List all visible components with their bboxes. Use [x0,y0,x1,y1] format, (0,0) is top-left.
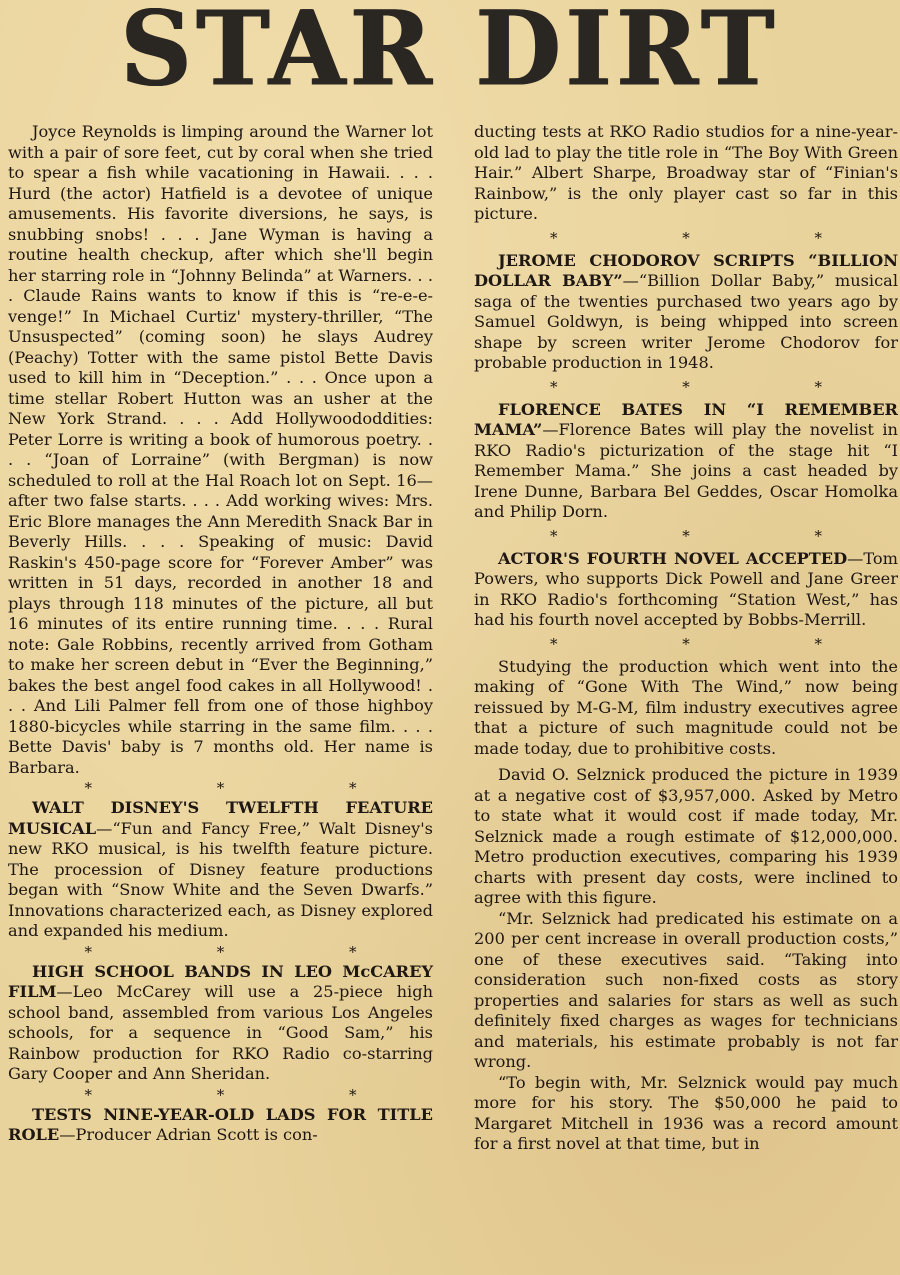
article-headline: TESTS NINE-YEAR-OLD LADS FOR TITLE ROLE [8,1104,433,1144]
article-headline: JEROME CHODOROV SCRIPTS “BILLION DOLLAR BABY” [474,250,898,290]
section-divider: * * * [549,634,883,653]
article-body: —Florence Bates will play the novelist in RKO Radio's picturization of the stage hit “I Remember Mama.” She joins a cast headed by Irene Dunne, Barbara Bel Geddes, Oscar Homolka and Philip Dorn. [474,420,898,521]
section-divider: * * * [84,779,417,797]
section-divider: * * * [549,526,883,545]
article-high-school-bands [8,962,433,1085]
article-body: —“Billion Dollar Baby,” musical saga of the twenties purchased two years ago by Samuel Goldwyn, is being whipped into screen shape by screen writer Jerome Chodorov for probable production in 1948. [474,271,898,372]
article-tests-lads [8,1105,433,1146]
article-headline: HIGH SCHOOL BANDS IN LEO McCAREY FILM [8,961,433,1001]
gwtw-paragraph-2: David O. Selznick produced the picture in 1939 at a negative cost of $3,957,000. Asked by Metro to state what it would cost if made today, Mr. Selznick made a rough estimate of $12,000,000. Metro production executives, comparing his 1939 charts with present day costs, were inclined to agree with this figure. [474,765,898,907]
gwtw-paragraph-1: Studying the production which went into the making of “Gone With The Wind,” now being reissued by M-G-M, film industry executives agree that a picture of such magnitude could not be made today, due to prohibitive costs. [474,656,898,758]
page-title: STAR DIRT [120,0,780,110]
gossip-paragraph: Joyce Reynolds is limping around the Warner lot with a pair of sore feet, cut by coral when she tried to spear a fish while vacationing in Hawaii. . . . Hurd (the actor) Hatfield is a devotee of unique amusements. His favorite diversions, he says, is snubbing snobs! . . . Jane Wyman is having a routine health checkup, after which she'll begin her starring role in “Johnny Belinda” at Warners. . . . Claude Rains wants to know if this is “re-e-e-venge!” In Michael Curtiz' mystery-thriller, “The Unsuspected” (coming soon) he slays Audrey (Peachy) Totter with the same pistol Bette Davis used to kill him in “Deception.” . . . Once upon a time stellar Robert Hutton was an usher at the New York Strand. . . . Add Hollywoododdities: Peter Lorre is writing a book of humorous poetry. . . . “Joan of Lorraine” (with Bergman) is now scheduled to roll at the Hal Roach lot on Sept. 16—after two false starts. . . . Add working wives: Mrs. Eric Blore manages the Ann Meredith Snack Bar in Beverly Hills. . . . Speaking of music: David Raskin's 450-page score for “Forever Amber” was written in 51 days, recorded in another 18 and plays through 118 minutes of the picture, all but 16 minutes of its entire running time. . . . Rural note: Gale Robbins, recently arrived from Gotham to make her screen debut in “Ever the Beginning,” bakes the best angel food cakes in all Hollywood! . . . And Lili Palmer fell from one of those highboy 1880-bicycles while starring in the same film. . . . Bette Davis' baby is 7 months old. Her name is Barbara. [8,122,433,777]
article-florence-bates [474,400,898,523]
gwtw-paragraph-4: “To begin with, Mr. Selznick would pay much more for his story. The $50,000 he paid to Margaret Mitchell in 1936 was a record amount for a first novel at that time, but in [474,1072,898,1153]
article-body: —Leo McCarey will use a 25-piece high school band, assembled from various Los Angeles schools, for a sequence in “Good Sam,” his Rainbow production for RKO Radio co-starring Gary Cooper and Ann Sheridan. [8,982,433,1083]
article-headline: FLORENCE BATES IN “I REMEMBER MAMA” [474,399,898,439]
section-divider: * * * [549,377,883,396]
section-divider: * * * [84,1085,417,1104]
article-body: —“Fun and Fancy Free,” Walt Disney's new RKO musical, is his twelfth feature picture. The procession of Disney feature productions began with “Snow White and the Seven Dwarfs.” Innovations characterized each, as Disney explored and expanded his medium. [8,818,433,940]
section-divider: * * * [84,942,417,961]
article-headline: WALT DISNEY'S TWELFTH FEATURE MUSICAL [8,798,433,838]
gwtw-paragraph-3: “Mr. Selznick had predicated his estimate on a 200 per cent increase in overall production costs,” one of these executives said. “Taking into consideration such non-fixed costs as story properties and salaries for stars as well as such definitely fixed charges as wages for technicians and materials, his estimate probably is not far wrong. [474,908,898,1071]
article-chodorov [474,251,898,374]
article-walt-disney [8,798,433,942]
section-divider: * * * [549,228,883,247]
article-body: —Producer Adrian Scott is con- [59,1125,318,1144]
article-fourth-novel [474,549,898,631]
article-body: —Tom Powers, who supports Dick Powell and Jane Greer in RKO Radio's forthcoming “Station West,” has had his fourth novel accepted by Bobbs-Merrill. [474,548,898,629]
left-column [8,122,433,1146]
article-headline: ACTOR'S FOURTH NOVEL ACCEPTED [498,548,848,568]
continued-paragraph: ducting tests at RKO Radio studios for a nine-year-old lad to play the title role in “The Boy With Green Hair.” Albert Sharpe, Broadway star of “Finian's Rainbow,” is the only player cast so far in this picture. [474,122,898,223]
right-column [474,122,898,1155]
